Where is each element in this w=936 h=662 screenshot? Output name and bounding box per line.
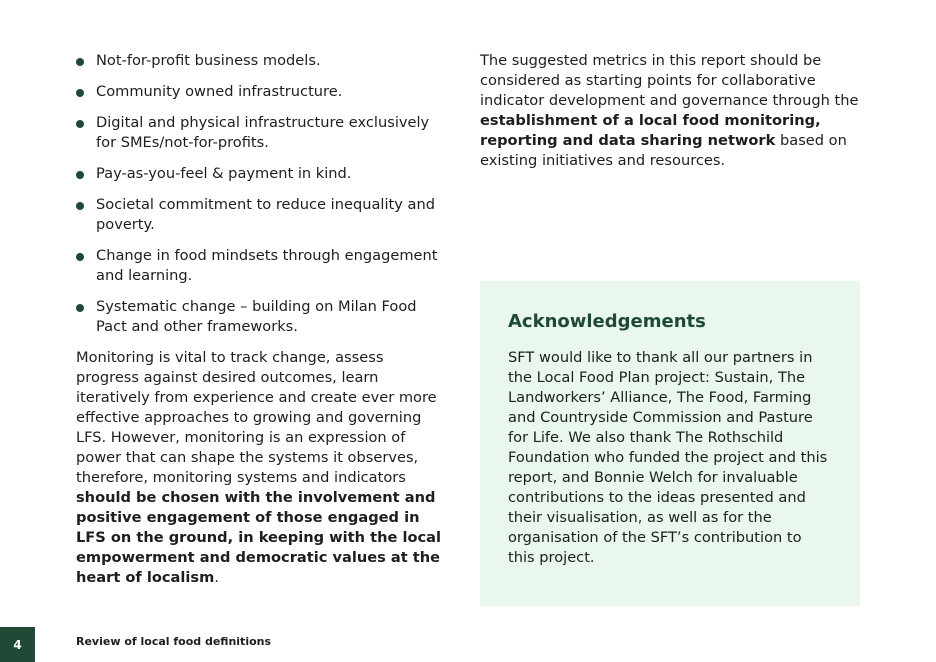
list-item: Pay-as-you-feel & payment in kind.	[76, 164, 451, 184]
monitoring-end: .	[214, 569, 219, 586]
list-item: Societal commitment to reduce inequality and poverty.	[76, 195, 451, 235]
metrics-paragraph	[480, 51, 860, 171]
page-number: 4	[0, 627, 35, 662]
list-item: Systematic change – building on Milan Food Pact and other frameworks.	[76, 297, 451, 337]
list-item: Community owned infrastructure.	[76, 82, 451, 102]
monitoring-paragraph	[76, 348, 451, 588]
right-column	[480, 51, 860, 171]
list-item: Change in food mindsets through engagement and learning.	[76, 246, 451, 286]
acknowledgements-title: Acknowledgements	[508, 311, 706, 332]
monitoring-emphasis: should be chosen with the involvement and positive engagement of those engaged in LFS on the ground, in keeping with the local empowerment and democratic values at the heart of localism	[76, 489, 441, 586]
bullet-list	[76, 51, 451, 337]
footer-title: Review of local food definitions	[76, 635, 272, 648]
metrics-intro: The suggested metrics in this report should be considered as starting points for collaborative indicator development and governance through the	[480, 52, 859, 109]
acknowledgements-body: SFT would like to thank all our partners in the Local Food Plan project: Sustain, The Landworkers’ Alliance, The Food, Farming and Countryside Commission and Pasture for Life. We also thank The Rothschild Foundation who funded the project and this report, and Bonnie Welch for invaluable contributions to the ideas presented and their visualisation, as well as for the organisation of the SFT’s contribution to this project.	[508, 349, 828, 566]
list-item: Not-for-profit business models.	[76, 51, 451, 71]
metrics-emphasis: establishment of a local food monitoring, reporting and data sharing network	[480, 112, 821, 149]
metrics-end: based on existing initiatives and resources.	[480, 132, 847, 169]
acknowledgements-box	[480, 281, 860, 606]
left-column	[76, 51, 451, 588]
monitoring-intro: Monitoring is vital to track change, assess progress against desired outcomes, learn iteratively from experience and create ever more effective approaches to growing and governing LFS. However, monitoring is an expression of power that can shape the systems it observes, therefore, monitoring systems and indicators	[76, 349, 437, 486]
list-item: Digital and physical infrastructure exclusively for SMEs/not-for-profits.	[76, 113, 451, 153]
